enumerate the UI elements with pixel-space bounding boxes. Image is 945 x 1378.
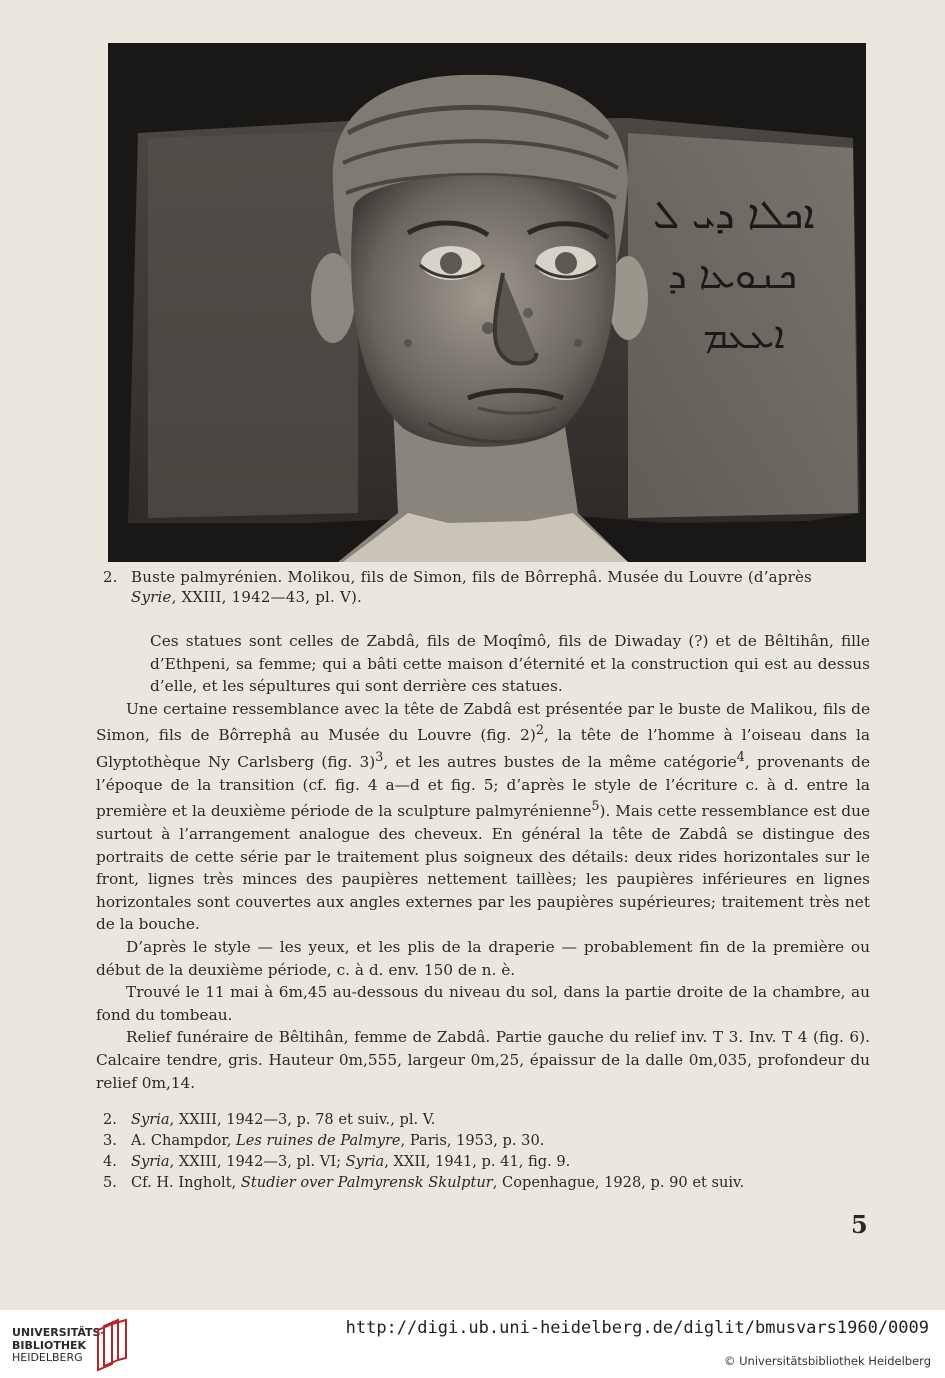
paragraph-dating: D’après le style — les yeux, et les plis de la draperie — probablement fin de la première ou début de la deuxième période, c. à d. env. 150 de n. è. [96, 938, 870, 979]
footnotes [103, 1109, 873, 1193]
logo-line-1: UNIVERSITÄTS- [12, 1326, 106, 1339]
footnote-number: 5. [103, 1174, 117, 1191]
footnote-number: 3. [103, 1132, 117, 1149]
para1-c: , et les autres bustes de la même catégorie [383, 753, 737, 772]
para1-e: ). Mais cette ressemblance est due surtout à l’arrangement analogue des cheveux. En général la tête de Zabdâ se distingue des portraits de cette série par le traitement plus soigneux des détails: deux rides horizontales sur le front, lignes très minces des paupières nettement taillèes; les paupières inférieures en lignes horizontales sont couvertes aux angles externes par les paupières supérieures; traitement très net de la bouche. [96, 802, 870, 934]
footnote-title: Syria [131, 1111, 170, 1128]
para1-d: , provenants de l’époque de la transition (cf. fig. 4 a—d et fig. 5; d’après le style de l’écriture c. à d. entre la première et la deuxième période de la sculpture palmyrénienne [96, 753, 870, 821]
footnote-5 [103, 1172, 873, 1193]
inscription-line-3: ܐܥܥܡ [703, 313, 785, 357]
footnote-ref-5[interactable]: 5 [591, 799, 600, 815]
footnote-ref-2[interactable]: 2 [535, 723, 544, 739]
footnote-text: , XXII, 1941, p. 41, fig. 9. [384, 1153, 571, 1170]
footnote-number: 4. [103, 1153, 117, 1170]
footnote-4 [103, 1151, 873, 1172]
library-footer [0, 1310, 945, 1378]
paragraph-findspot: Trouvé le 11 mai à 6m,45 au-dessous du niveau du sol, dans la partie droite de la chambre, au fond du tombeau. [96, 983, 870, 1024]
bust-illustration [108, 43, 866, 562]
library-logo-text[interactable] [12, 1327, 105, 1365]
footnote-author: Cf. H. Ingholt, [131, 1174, 241, 1191]
inscription-translation: Ces statues sont celles de Zabdâ, fils de Moqîmô, fils de Diwaday (?) et de Bêltihân, fille d’Ethpeni, sa femme; qui a bâti cette maison d’éternité et la construction qui est au dessus d’elle, et les sépultures qui sont derrière ces statues. [150, 632, 870, 696]
inscription-line-2: ܟܢܘܥܐ ܕ [668, 253, 797, 297]
footnote-text: , XXIII, 1942—3, p. 78 et suiv., pl. V. [169, 1111, 436, 1128]
footnote-2 [103, 1109, 873, 1130]
footnote-title: Syria [131, 1153, 170, 1170]
library-logo-icon[interactable] [94, 1318, 130, 1376]
paragraph-resemblance [96, 698, 870, 936]
inscription-line-1: ܐܟܠܐ ܕܝ ܠ [653, 192, 815, 238]
footnote-3 [103, 1130, 873, 1151]
caption-number: 2. [103, 568, 118, 586]
figure-photo-palmyrene-bust [108, 43, 866, 562]
para1-a: Une certaine ressemblance avec la tête de Zabdâ est présentée par le buste de Malikou, fils de Simon, fils de Bôrrephâ au Musée du Louvre (fig. 2) [96, 699, 870, 745]
footnote-text: , Paris, 1953, p. 30. [400, 1132, 545, 1149]
permalink-url[interactable]: http://digi.ub.uni-heidelberg.de/diglit/bmusvars1960/0009 [345, 1318, 929, 1338]
logo-line-2: BIBLIOTHEK [12, 1338, 87, 1352]
caption-line-1: Buste palmyrénien. Molikou, fils de Simon, fils de Bôrrephâ. Musée du Louvre (d’après [131, 568, 812, 586]
footnote-title: Syria [345, 1153, 385, 1170]
footnote-text: , XXIII, 1942—3, pl. VI; [169, 1153, 346, 1170]
body-text [96, 630, 870, 1094]
footnote-number: 2. [103, 1111, 117, 1128]
footnote-ref-3[interactable]: 3 [375, 750, 384, 766]
page-number: 5 [851, 1210, 868, 1239]
para1-b: , la tête de l’homme à l’oiseau dans la Glyptothèque Ny Carlsberg (fig. 3) [96, 726, 870, 772]
footnote-title: Studier over Palmyrensk Skulptur [240, 1174, 493, 1191]
footnote-title: Les ruines de Palmyre [236, 1132, 401, 1149]
logo-line-3: HEIDELBERG [12, 1351, 83, 1364]
figure-caption [103, 567, 873, 607]
caption-line-2: , XXIII, 1942—43, pl. V). [171, 588, 362, 606]
footnote-text: , Copenhague, 1928, p. 90 et suiv. [492, 1174, 745, 1191]
caption-journal-title: Syrie [131, 588, 172, 606]
paragraph-relief: Relief funéraire de Bêltihân, femme de Zabdâ. Partie gauche du relief inv. T 3. Inv. T 4 (fig. 6). Calcaire tendre, gris. Hauteur 0m,555, largeur 0m,25, épaissur de la dalle 0m,035, profondeur du relief 0m,14. [96, 1028, 870, 1092]
footnote-author: A. Champdor, [131, 1132, 237, 1149]
copyright-notice: © Universitätsbibliothek Heidelberg [723, 1354, 931, 1368]
footnote-ref-4[interactable]: 4 [736, 750, 745, 766]
